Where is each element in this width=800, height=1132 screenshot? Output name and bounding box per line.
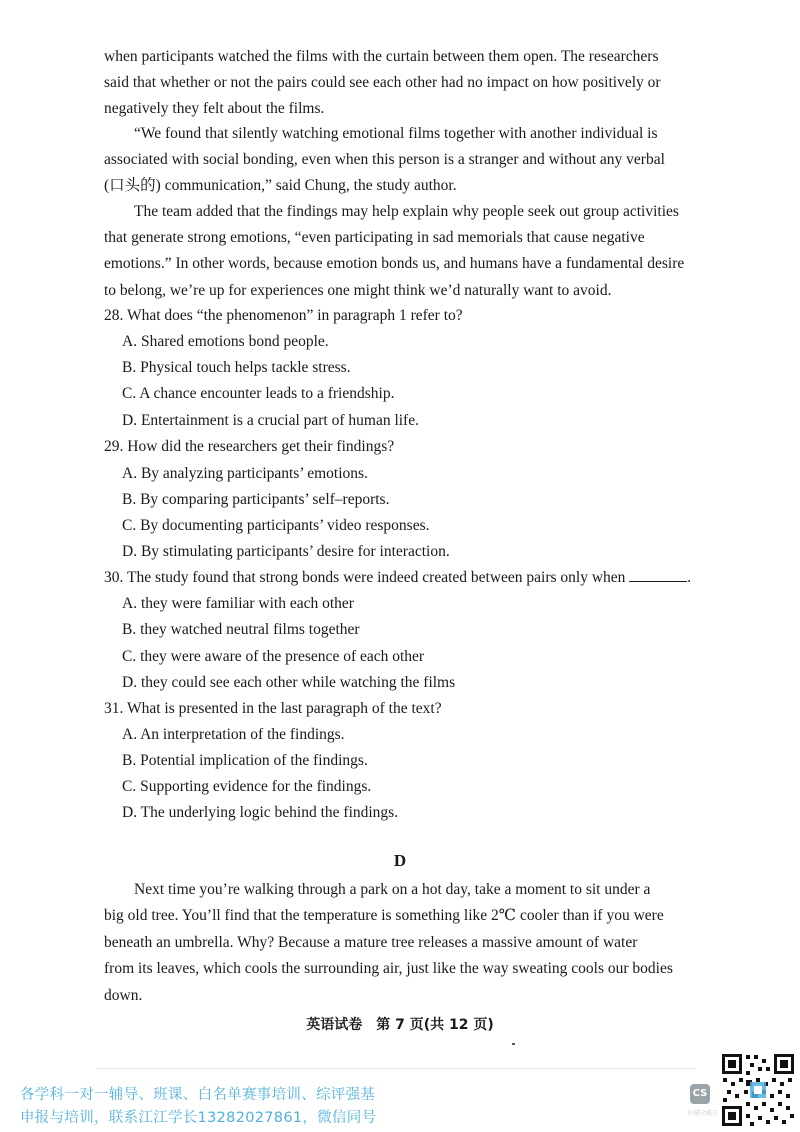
question-29-option-a: A. By analyzing participants’ emotions. — [122, 465, 368, 482]
page-footer: 英语试卷 第 7 页(共 12 页) — [306, 1017, 494, 1033]
question-28-option-d: D. Entertainment is a crucial part of human life. — [122, 412, 419, 429]
text-line: (口头的) communication,” said Chung, the study author. — [104, 177, 457, 195]
question-28-option-c: C. A chance encounter leads to a friendship. — [122, 385, 395, 402]
question-29-option-b: B. By comparing participants’ self–reports. — [122, 491, 390, 508]
question-31-option-d: D. The underlying logic behind the findings. — [122, 804, 399, 821]
section-heading: D — [393, 851, 407, 870]
scan-speck — [512, 1043, 515, 1045]
qr-code-icon[interactable] — [720, 1052, 796, 1128]
divider — [96, 1068, 696, 1069]
question-28-option-b: B. Physical touch helps tackle stress. — [122, 359, 351, 376]
question-29-option-d: D. By stimulating participants’ desire for interaction. — [122, 543, 450, 560]
question-31-option-b: B. Potential implication of the findings. — [122, 752, 368, 769]
text-line: negatively they felt about the films. — [104, 100, 325, 118]
question-28-stem: 28. What does “the phenomenon” in paragraph 1 refer to? — [104, 307, 463, 324]
text-line: The team added that the findings may help explain why people seek out group activities — [134, 203, 679, 220]
text-line: when participants watched the films with the curtain between them open. The researchers — [104, 48, 659, 65]
period-mark: . — [687, 569, 692, 586]
text-line: down. — [104, 986, 143, 1004]
text-line: said that whether or not the pairs could see each other had no impact on how positively or — [104, 74, 661, 92]
text-line: Next time you’re walking through a park on a hot day, take a moment to sit under a — [134, 881, 651, 898]
text-line: that generate strong emotions, “even participating in sad memorials that cause negative — [104, 229, 645, 247]
question-30-option-c: C. they were aware of the presence of each other — [122, 648, 425, 665]
text-line: to belong, we’re up for experiences one might think we’d naturally want to avoid. — [104, 281, 612, 299]
question-31-option-c: C. Supporting evidence for the findings. — [122, 778, 372, 795]
section-d-paragraph — [104, 877, 730, 1009]
question-31-stem: 31. What is presented in the last paragraph of the text? — [104, 700, 442, 717]
text-line: beneath an umbrella. Why? Because a mature tree releases a massive amount of water — [104, 933, 638, 951]
text-line: associated with social bonding, even when this person is a stranger and without any verbal — [104, 151, 665, 169]
promo-text-line-1: 各学科一对一辅导、班课、白名单赛事培训、综评强基 — [20, 1087, 376, 1103]
passage-paragraph-3 — [104, 199, 730, 304]
question-30-stem: 30. The study found that strong bonds were indeed created between pairs only when — [104, 569, 626, 586]
question-30-option-b: B. they watched neutral films together — [122, 621, 360, 638]
question-31-option-a: A. An interpretation of the findings. — [122, 726, 345, 743]
passage-paragraph-1 — [104, 44, 730, 123]
text-line: “We found that silently watching emotional films together with another individual is — [134, 125, 658, 142]
question-30-option-a: A. they were familiar with each other — [122, 595, 354, 612]
answer-blank — [629, 567, 687, 582]
question-30-option-d: D. they could see each other while watching the films — [122, 674, 456, 691]
text-line: from its leaves, which cools the surrounding air, just like the way sweating cools our bodies — [104, 960, 673, 978]
scanner-label: 扫描全能王 — [688, 1110, 719, 1117]
text-line: big old tree. You’ll find that the temperature is something like 2℃ cooler than if you were — [104, 907, 664, 925]
question-29-option-c: C. By documenting participants’ video responses. — [122, 517, 430, 534]
cs-scanner-logo-icon: CS — [690, 1084, 710, 1104]
question-30-stem-line — [104, 565, 691, 591]
text-line: emotions.” In other words, because emotion bonds us, and humans have a fundamental desire — [104, 255, 685, 273]
promo-text-line-2: 申报与培训，联系江江学长13282027861，微信同号 — [20, 1110, 377, 1126]
question-29-stem: 29. How did the researchers get their findings? — [104, 438, 395, 455]
question-28-option-a: A. Shared emotions bond people. — [122, 333, 329, 350]
passage-paragraph-2 — [104, 121, 730, 200]
